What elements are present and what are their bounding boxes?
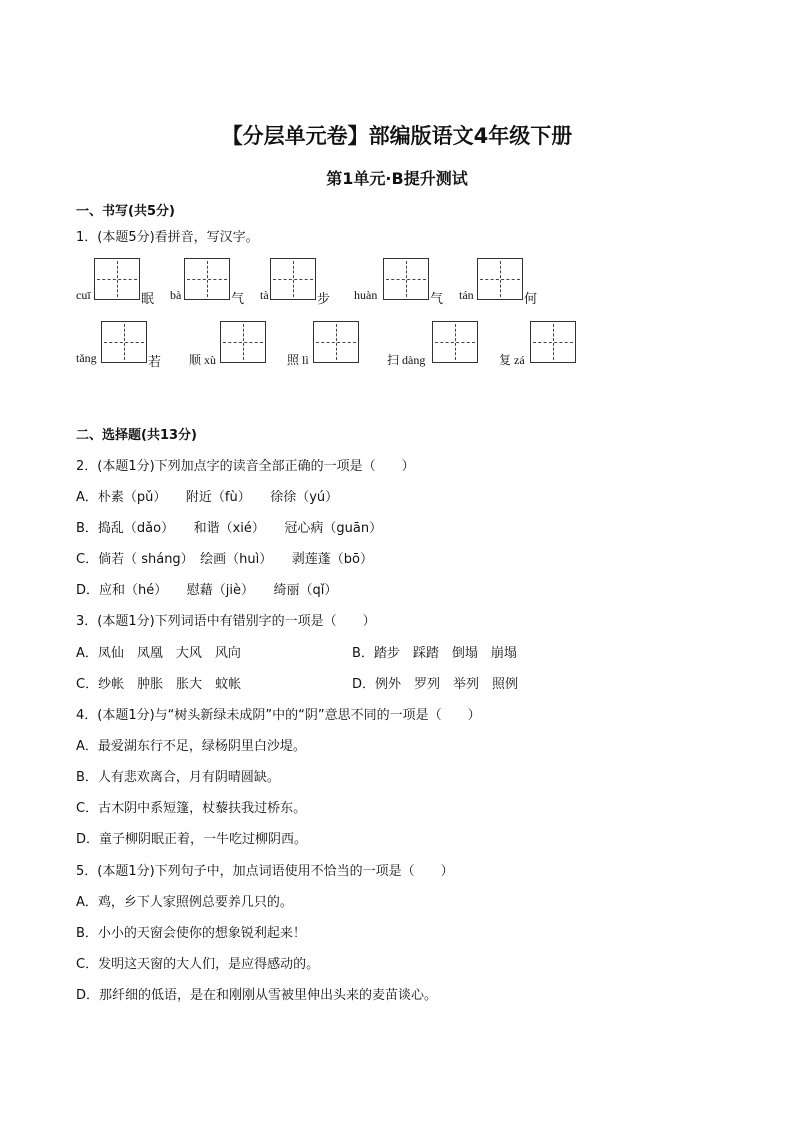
pinyin-label: bà [170, 288, 182, 302]
char-label: 气 [231, 292, 245, 307]
option-line: C．纱帐 肿胀 胀大 蚊帐 [76, 677, 242, 692]
writing-box[interactable] [101, 321, 147, 363]
option-line: D．应和（hé） 慰藉（jiè） 绮丽（qǐ） [76, 583, 338, 598]
pinyin-label: 顺 xù [189, 353, 217, 367]
pinyin-label: cuī [76, 288, 91, 302]
option-line: A．最爱湖东行不足，绿杨阴里白沙堤。 [76, 739, 306, 754]
option-line: B．人有悲欢离合，月有阴晴圆缺。 [76, 770, 280, 785]
option-line: A．朴素（pǔ） 附近（fù） 徐徐（yú） [76, 490, 339, 505]
char-label: 气 [430, 292, 444, 307]
option-line: D．童子柳阴眠正着，一牛吃过柳阴西。 [76, 832, 308, 847]
pinyin-label: tǎng [76, 351, 97, 365]
pinyin-label: 复 zá [499, 353, 525, 367]
char-label: 眠 [141, 292, 155, 307]
option-line: C．倘若（ sháng） 绘画（huì） 剥莲蓬（bō） [76, 552, 373, 567]
question-5: 5．(本题1分)下列句子中，加点词语使用不恰当的一项是（ ） [76, 864, 454, 879]
question-2: 2．(本题1分)下列加点字的读音全部正确的一项是（ ） [76, 459, 415, 474]
question-1: 1．(本题5分)看拼音，写汉字。 [76, 230, 259, 245]
option-line: A．凤仙 凤凰 大风 风向 [76, 646, 241, 661]
writing-box[interactable] [477, 258, 523, 300]
section1-heading: 一、书写(共5分) [76, 204, 175, 219]
option-line: B．小小的天窗会使你的想象锐利起来！ [76, 926, 306, 941]
char-label: 何 [524, 292, 538, 307]
option-line: D．例外 罗列 举列 照例 [352, 677, 519, 692]
char-label: 步 [317, 292, 331, 307]
writing-box[interactable] [184, 258, 230, 300]
question-3: 3．(本题1分)下列词语中有错别字的一项是（ ） [76, 614, 376, 629]
pinyin-label: 扫 dàng [387, 353, 426, 367]
writing-box[interactable] [94, 258, 140, 300]
writing-box[interactable] [432, 321, 478, 363]
option-line: B．捣乱（dǎo） 和谐（xié） 冠心病（guān） [76, 521, 383, 536]
section2-heading: 二、选择题(共13分) [76, 428, 197, 443]
writing-box[interactable] [313, 321, 359, 363]
page-subtitle: 第1单元·B提升测试 [326, 169, 468, 188]
writing-box[interactable] [383, 258, 429, 300]
option-line: C．古木阴中系短篷，杖藜扶我过桥东。 [76, 801, 307, 816]
option-line: A．鸡，乡下人家照例总要养几只的。 [76, 895, 293, 910]
option-line: D．那纤细的低语，是在和刚刚从雪被里伸出头来的麦苗谈心。 [76, 988, 438, 1003]
option-line: C．发明这天窗的大人们，是应得感动的。 [76, 957, 320, 972]
page-title: 【分层单元卷】部编版语文4年级下册 [221, 124, 573, 148]
question-4: 4．(本题1分)与“树头新绿未成阴”中的“阴”意思不同的一项是（ ） [76, 708, 481, 723]
char-label: 若 [148, 355, 162, 370]
writing-box[interactable] [220, 321, 266, 363]
pinyin-label: huàn [354, 288, 378, 302]
pinyin-label: tà [260, 288, 269, 302]
writing-box[interactable] [270, 258, 316, 300]
option-line: B．踏步 踩踏 倒塌 崩塌 [352, 646, 517, 661]
writing-box[interactable] [530, 321, 576, 363]
pinyin-label: 照 lì [287, 353, 309, 367]
pinyin-label: tán [459, 288, 474, 302]
